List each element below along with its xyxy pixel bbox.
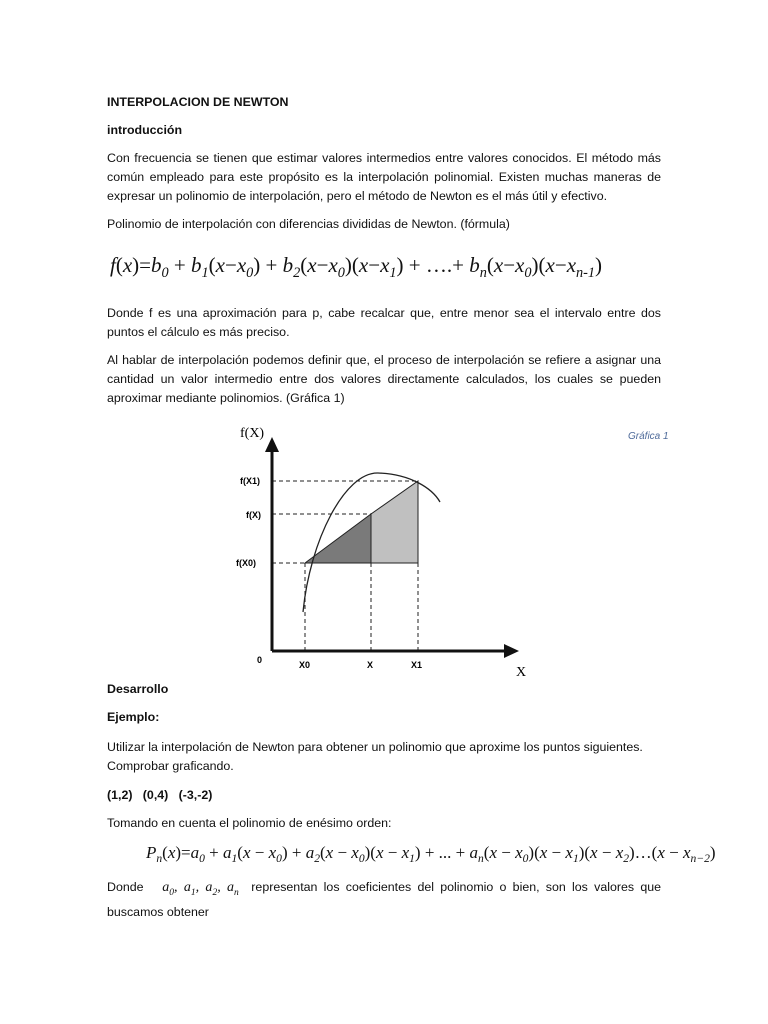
x-tick-label: X bbox=[367, 660, 374, 670]
y-tick-label: f(X0) bbox=[236, 558, 256, 568]
newton-formula: $f(x)=b_0 + b_1(x-x_0) + b_2(x-x_0)(x-x_1)$ + ….+ $b_n(x-x_0)(x-x_{n-1})$ bbox=[110, 253, 603, 281]
final-paragraph bbox=[107, 878, 661, 922]
dark-triangle bbox=[305, 514, 371, 563]
light-trapezoid bbox=[371, 481, 418, 563]
ejemplo-paragraph: Utilizar la interpolación de Newton para obtener un polinomio que aproxime los puntos siguientes. Comprobar graficando. bbox=[107, 740, 643, 773]
final-paragraph-start: Donde bbox=[107, 880, 144, 894]
formula-caption: Polinomio de interpolación con diferencias divididas de Newton. (fórmula) bbox=[107, 217, 510, 231]
document-title: INTERPOLACION DE NEWTON bbox=[107, 95, 289, 109]
y-axis-title: f(X) bbox=[240, 426, 265, 441]
y-tick-label: f(X1) bbox=[240, 476, 260, 486]
intro-heading: introducción bbox=[107, 123, 183, 137]
nth-order-polynomial: $P_n(x)=a_0 + a_1(x - x_0) + a_2(x - x_0)(x - x_1)$ + ... + $a_n(x - x_0)(x - x_1)(x$ − $x_2)\dots(x - x_{n-2})$ bbox=[146, 843, 716, 866]
x-tick-label: X1 bbox=[411, 660, 423, 670]
donde-paragraph: Donde f es una aproximación para p, cabe recalcar que, entre menor sea el intervalo entre dos puntos el cálculo es más preciso. bbox=[107, 306, 661, 339]
origin-label: 0 bbox=[257, 655, 263, 665]
x-tick-label: X0 bbox=[299, 660, 311, 670]
y-axis-arrow bbox=[265, 437, 279, 452]
y-tick-label: f(X) bbox=[246, 510, 261, 520]
ejemplo-heading: Ejemplo: bbox=[107, 710, 160, 724]
figure-caption: Gráfica 1 bbox=[628, 431, 669, 442]
points-list: (1,2) (0,4) (-3,-2) bbox=[107, 788, 213, 802]
tomando-text: Tomando en cuenta el polinomio de enésimo orden: bbox=[107, 816, 392, 830]
desarrollo-heading: Desarrollo bbox=[107, 682, 169, 696]
final-paragraph-end: representan los coeficientes del polinomio o bien, son los valores que buscamos obtener bbox=[107, 880, 662, 919]
intro-paragraph: Con frecuencia se tienen que estimar valores intermedios entre valores conocidos. El método más común empleado para este propósito es la interpolación polinomial. Existen muchas maneras de expresar un polinomio de interpolación, pero el método de Newton es el más útil y efectivo. bbox=[107, 151, 661, 203]
x-axis-arrow bbox=[504, 644, 519, 658]
interpolation-paragraph: Al hablar de interpolación podemos definir que, el proceso de interpolación se refiere a asignar una cantidad un valor intermedio entre dos valores directamente calculados, los cuales se pueden aproximar mediante polinomios. (Gráfica 1) bbox=[107, 353, 661, 405]
coefficients-math: $a_0$, $a_1$, $a_2$, $a_n$ bbox=[162, 880, 239, 898]
x-axis-title: X bbox=[516, 665, 527, 680]
